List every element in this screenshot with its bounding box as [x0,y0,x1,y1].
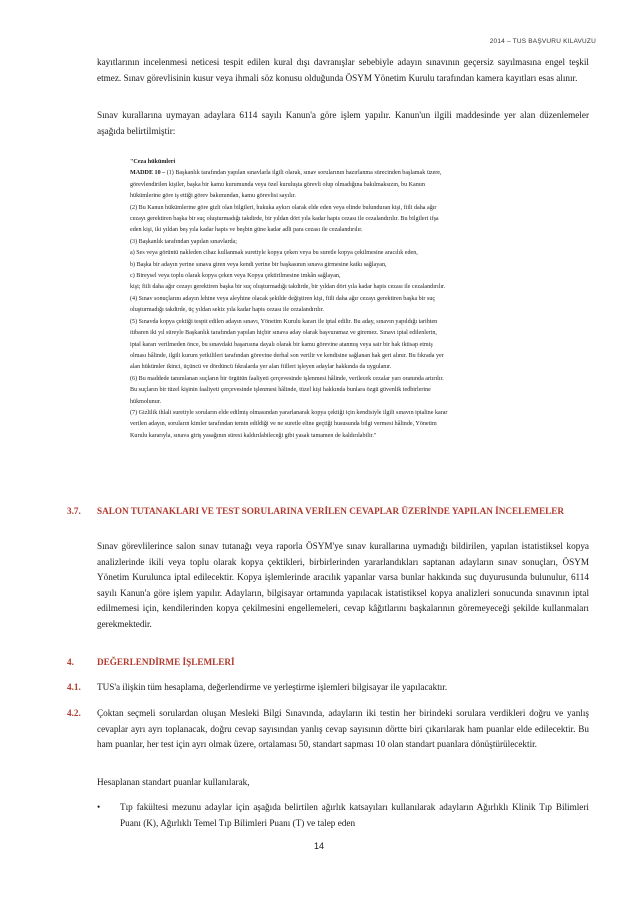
quote-title: "Ceza hükümleri [130,159,176,165]
quote-line: a) Ses veya görüntü nakleden cihaz kullanmak suretiyle kopya çeken veya bu suretle kopya çekilmesine aracılık eden, [130,250,418,257]
page-header: 2014 – TUS BAŞVURU KILAVUZU [489,38,596,45]
section-number: 4.2. [67,708,81,718]
quote-line: (4) Sınav sonuçlarını adayın lehine veya aleyhine olacak şekilde değiştiren kişi, fiili daha ağır cezayı gerektiren başka bir suç [130,295,436,302]
quote-line: cezayı gerektiren başka bir suç oluşturmadığı takdirde, bir yıldan dört yıla kadar hapis cezası ile cezalandırılır. Bu bilgileri ifşa [130,216,439,223]
quote-line: görevlendirilen kişiler, başka bir kamu kurumunda veya özel kuruluşta görevli olup olmadığına bakılmaksızın, bu Kanun [130,181,425,188]
bullet-item: Tıp fakültesi mezunu adaylar için aşağıda belirtilen ağırlık katsayıları kullanılarak adayların Ağırlıklı Klinik Tıp Bilimleri Puanı (K), Ağırlıklı Temel Tıp Bilimleri Puanı (T) ve talep eden [120,802,589,828]
quote-line: kişi; fiili daha ağır cezayı gerektiren başka bir suç oluşturmadığı takdirde, bir yıldan dört yıla kadar hapis cezası ile cezalandırılır. [130,284,446,291]
quote-line: itibaren iki yıl süreyle Başkanlık tarafından yapılan hiçbir sınava aday olarak başvuramaz ve giremez. Sınavı iptal edilenlerin, [130,330,437,337]
section-number: 4. [67,657,74,667]
quote-line: hükümlerine göre iş ettiği görev bakımından, kamu görevlisi sayılır. [130,193,296,200]
quote-line: olması hâlinde, ilgili kurum yetkilileri tarafından görevine derhal son verilir ve kendisine sağlanan hak geri alınır. Bu fıkrada yer [130,352,444,359]
quote-line: iptal kararı verilmeden önce, bu sınavdaki başarısına dayalı olarak bir kamu görevine atanmış veya sair bir hak iktisap etmiş [130,341,433,348]
madde-label: MADDE 10 – [130,170,167,177]
page-number: 14 [313,841,324,851]
quote-line: (7) Gizlilik ihlali suretiyle soruların elde edilmiş olmasından yararlanarak kopya çektiği için kendisiyle ilgili sınavın iptaline karar [130,409,448,416]
quote-line: b) Başka bir adayın yerine sınava giren veya kendi yerine bir başkasının sınava girmesine katkı sağlayan, [130,261,387,268]
section-number: 4.1. [67,682,81,692]
section-4-2-text: Çoktan seçmeli sorulardan oluşan Mesleki Bilgi Sınavında, adayların iki testin her birindeki sorulara verdikleri doğru ve yanlış cevaplar ayrı ayrı toplanacak, doğru cevap sayısından yanlış cevap sayısının dörtte biri çıkarılarak ham puanlar elde edilecektir. Bu ham puanlar, her test için ayrı olmak üzere, ortalaması 50, standart sapması 10 olan standart puanlara dönüştürülecektir. [97,708,589,750]
quote-line: Kurulu kararıyla, sınava giriş yasağının süresi kaldırılabileceği gibi yasak tamamen de kaldırılabilir." [130,432,377,439]
quote-line: MADDE 10 – (1) Başkanlık tarafından yapılan sınavlarla ilgili olarak, sınav sorularının hazırlanma sürecinden başlamak üzere, [130,170,442,177]
quote-line: eden kişi, iki yıldan beş yıla kadar hapis ve beşbin güne kadar adli para cezası ile cezalandırılır. [130,227,363,234]
section-title: SALON TUTANAKLARI VE TEST SORULARINA VERİLEN CEVAPLAR ÜZERİNDE YAPILAN İNCELEMELER [97,506,565,516]
quote-line: (3) Başkanlık tarafından yapılan sınavlarda; [130,238,237,245]
section-title: DEĞERLENDİRME İŞLEMLERİ [97,657,235,667]
section-number: 3.7. [67,506,81,516]
quote-line: (2) Bu Kanun hükümlerine göre gizli olan bilgileri, hukuka aykırı olarak elde eden veya elinde bulunduran kişi, fiili daha ağır [130,204,437,211]
bullet-icon: • [97,802,101,812]
section-3-7-paragraph: Sınav görevlilerince salon sınav tutanağı veya raporla ÖSYM'ye sınav kurallarına uymadığı bildirilen, yapılan istatistiksel kopya analizlerinde ikili veya toplu olarak kopya çektikleri, birbirlerinden yararlandıkları saptanan adayların sınav sonuçları, ÖSYM Yönetim Kurulunca iptal edilecektir. Kopya işlemlerinde aracılık yapanlar varsa bunlar hakkında suç duyurusunda bulunulur, 6114 sayılı Kanun'a göre işlem yapılır. Adayların, bilgisayar ortamında yapılacak istatistiksel kopya analizleri sonucunda sınavının iptal edilmemesi için, kendilerinden kopya çekilmesini engellemeleri, cevap kâğıtlarını başkalarının göremeyeceği şekilde kullanmaları gerekmektedir. [97,541,589,629]
quote-line: hükmolunur. [130,398,161,405]
quote-line: c) Bireysel veya toplu olarak kopya çeken veya Kopya çektirilmesine imkân sağlayan, [130,273,341,280]
paragraph-law-intro: Sınav kurallarına uymayan adaylara 6114 sayılı Kanun'a göre işlem yapılır. Kanun'un ilgili maddesinde yer alan düzenlemeler aşağıda belirtilmiştir: [97,110,589,136]
intro-paragraph: kayıtlarının incelenmesi neticesi tespit edilen kural dışı davranışlar sebebiyle adayın sınavının geçersiz sayılmasına engel teşkil etmez. Sınav görevlisinin kusur veya ihmali söz konusu olduğunda ÖSYM Yönetim Kurulu tarafından kamera kayıtları esas alınır. [97,57,589,83]
section-4-1-text: TUS'a ilişkin tüm hesaplama, değerlendirme ve yerleştirme işlemleri bilgisayar ile yapılacaktır. [97,682,448,692]
paragraph-standard-scores: Hesaplanan standart puanlar kullanılarak, [97,777,250,787]
quote-line: alan hükümler ikinci, üçüncü ve dördüncü fıkralarda yer alan fiilleri işleyen adaylar hakkında da uygulanır. [130,364,392,371]
quote-line: oluşturmadığı takdirde, üç yıldan sekiz yıla kadar hapis cezası ile cezalandırılır. [130,307,324,314]
quote-line: verilen adayın, soruların kimler tarafından temin edildiği ve ne suretle eline geçtiği hususunda bilgi vermesi hâlinde, Yönetim [130,421,437,428]
quote-lines [130,168,589,442]
quote-line: (6) Bu maddede tanımlanan suçların bir örgütün faaliyeti çerçevesinde işlenmesi hâlinde, verilecek cezalar yarı oranında artırılır. [130,375,444,382]
quote-line: (5) Sınavda kopya çektiği tespit edilen adayın sınavı, Yönetim Kurulu kararı ile iptal edilir. Bu aday, sınavın yapıldığı tarihten [130,318,438,325]
quote-line: Bu suçların bir tüzel kişinin faaliyeti çerçevesinde işlenmesi hâlinde, tüzel kişi hakkında bunlara özgü güvenlik tedbirlerine [130,387,431,394]
law-quote-block [130,157,589,442]
